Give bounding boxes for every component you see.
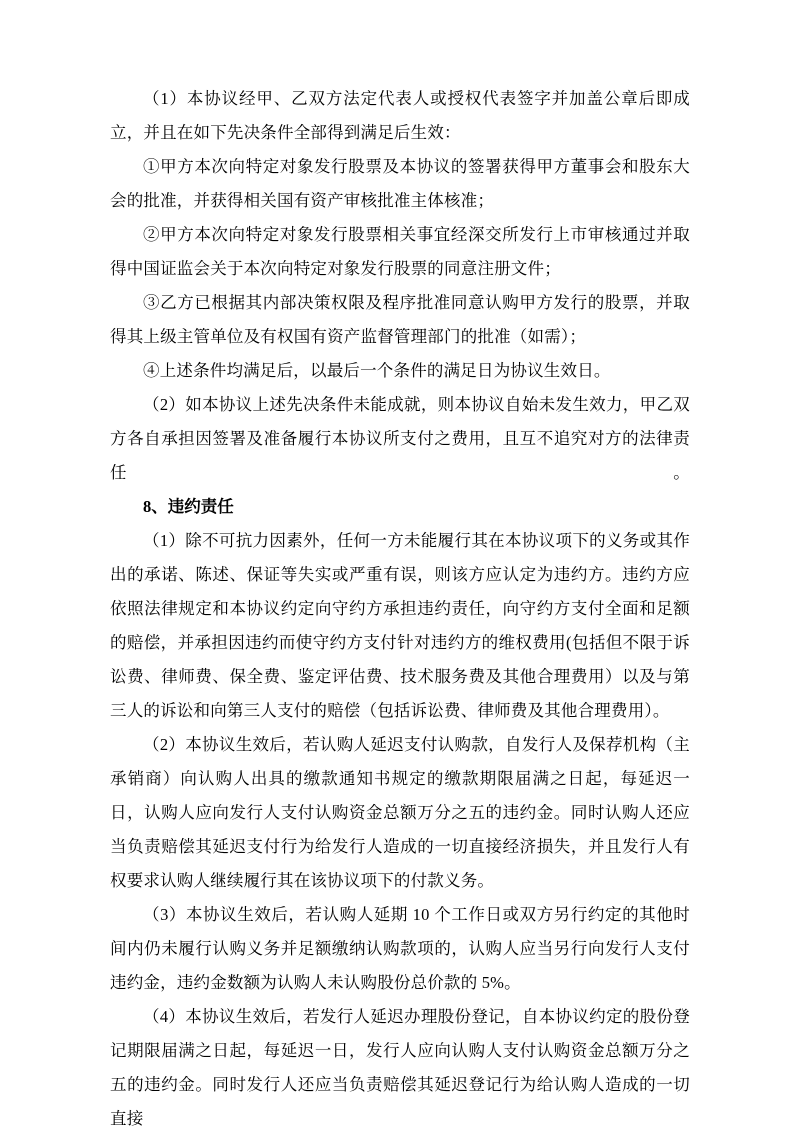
paragraph-breach-3: （3）本协议生效后，若认购人延期 10 个工作日或双方另行约定的其他时间内仍未履行认购义务并足额缴纳认购款项的，认购人应当另行向发行人支付违约金，违约金数额为认购人未认购股份总价款的 5%。 (110, 905, 690, 992)
paragraph-breach-4: （4）本协议生效后，若发行人延迟办理股份登记，自本协议约定的股份登记期限届满之日起，每延迟一日，发行人应向认购人支付认购资金总额万分之五的违约金。同时发行人还应当负责赔偿其延迟登记行为给认购人造成的一切直接 (110, 1007, 690, 1128)
paragraph-condition-4: ④上述条件均满足后，以最后一个条件的满足日为协议生效日。 (143, 361, 611, 380)
document-body (110, 82, 690, 1136)
section-heading-breach-liability: 8、违约责任 (143, 497, 234, 516)
paragraph-condition-1: ①甲方本次向特定对象发行股票及本协议的签署获得甲方董事会和股东大会的批准，并获得相关国有资产审核批准主体核准； (110, 157, 690, 210)
paragraph-breach-1: （1）除不可抗力因素外，任何一方未能履行其在本协议项下的义务或其作出的承诺、陈述、保证等失实或严重有误，则该方应认定为违约方。违约方应依照法律规定和本协议约定向守约方承担违约责任，向守约方支付全面和足额的赔偿，并承担因违约而使守约方支付针对违约方的维权费用(包括但不限于诉讼费、律师费、保全费、鉴定评估费、技术服务费及其他合理费用）以及与第三人的诉讼和向第三人支付的赔偿（包括诉讼费、律师费及其他合理费用）。 (110, 531, 690, 720)
paragraph-breach-2: （2）本协议生效后，若认购人延迟支付认购款，自发行人及保荐机构（主承销商）向认购人出具的缴款通知书规定的缴款期限届满之日起，每延迟一日，认购人应向发行人支付认购资金总额万分之五的违约金。同时认购人还应当负责赔偿其延迟支付行为给发行人造成的一切直接经济损失，并且发行人有权要求认购人继续履行其在该协议项下的付款义务。 (110, 735, 690, 890)
paragraph-condition-intro: （1）本协议经甲、乙双方法定代表人或授权代表签字并加盖公章后即成立，并且在如下先决条件全部得到满足后生效： (110, 89, 690, 142)
paragraph-condition-3: ③乙方已根据其内部决策权限及程序批准同意认购甲方发行的股票，并取得其上级主管单位及有权国有资产监督管理部门的批准（如需）； (110, 293, 690, 346)
paragraph-condition-fail: （2）如本协议上述先决条件未能成就，则本协议自始未发生效力，甲乙双方各自承担因签署及准备履行本协议所支付之费用，且互不追究对方的法律责任。 (110, 395, 690, 482)
paragraph-condition-2: ②甲方本次向特定对象发行股票相关事宜经深交所发行上市审核通过并取得中国证监会关于本次向特定对象发行股票的同意注册文件； (110, 225, 690, 278)
